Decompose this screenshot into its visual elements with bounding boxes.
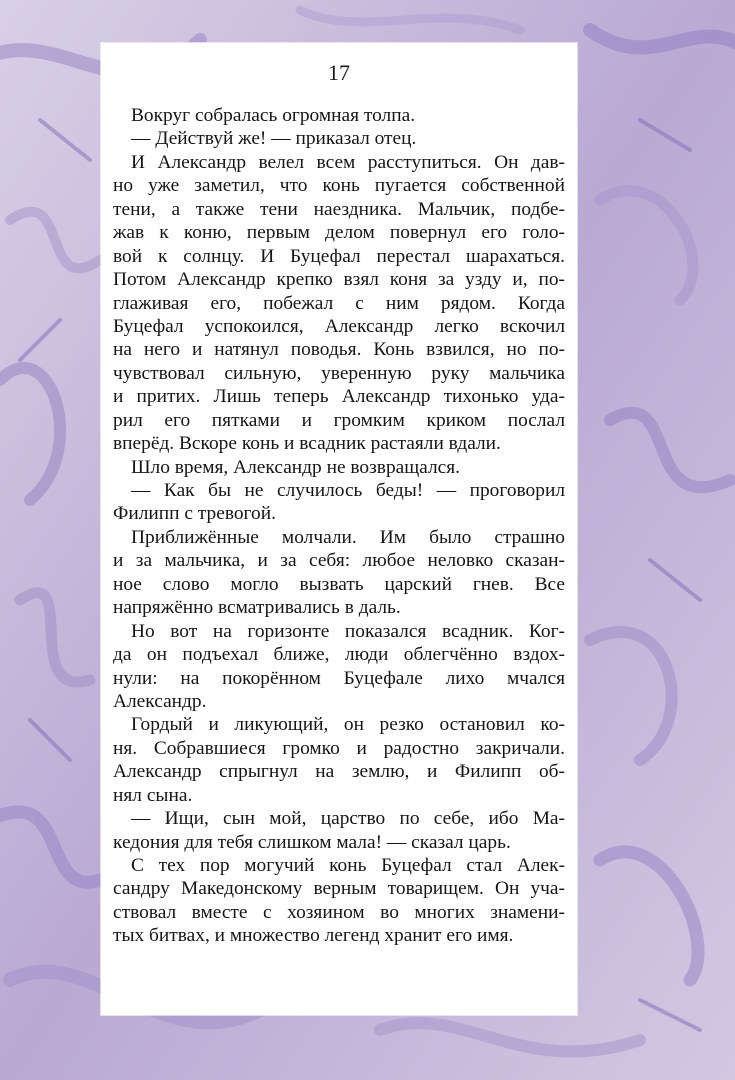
text-line: Александр спрыгнул на землю, и Филипп об- [113,761,565,783]
page-number: 17 [328,60,350,85]
text-line: напряжённо всматривались в даль. [113,597,401,619]
paragraph [113,807,565,854]
text-line: тых битвах, и множество легенд хранит его имя. [113,925,514,947]
paragraph [113,854,565,948]
paragraph [113,713,565,807]
paragraph [113,479,565,526]
text-line: — Как бы не случилось беды! — проговорил [131,480,565,501]
text-line: на него и натянул поводья. Конь взвился, но по- [113,339,565,361]
paragraph [113,127,565,150]
text-line: Филипп с тревогой. [113,503,276,525]
paragraph [113,151,565,456]
text-line: Но вот на горизонте показался всадник. Ког- [131,620,565,642]
text-line: Александр. [113,690,207,712]
text-line: — Действуй же! — приказал отец. [131,128,417,150]
text-line: Вокруг собралась огромная толпа. [131,105,416,126]
story-text [113,104,565,948]
text-line: кедония для тебя слишком мала! — сказал царь. [113,831,511,853]
text-line: — Ищи, сын мой, царство по себе, ибо Ма- [131,808,565,830]
text-line: Шло время, Александр не возвращался. [131,456,461,478]
text-line: И Александр велел всем расступиться. Он дав- [131,151,565,173]
text-line: Гордый и ликующий, он резко остановил ко- [131,714,565,736]
text-line: сандру Македонскому верным товарищем. Он уча- [113,878,565,900]
text-line: С тех пор могучий конь Буцефал стал Алек- [131,855,565,876]
text-line: глаживая его, побежал с ним рядом. Когда [113,292,565,314]
text-line: да он подъехал ближе, люди облегчённо вздох- [113,644,565,666]
text-line: тени, а также тени наездника. Мальчик, подбе- [113,198,565,220]
text-line: Буцефал успокоился, Александр легко вскочил [113,315,565,337]
text-line: но уже заметил, что конь пугается собственной [113,175,565,197]
text-line: и за мальчика, и за себя: любое неловко сказан- [113,550,565,572]
paragraph [113,526,565,620]
text-line: Приближённые молчали. Им было страшно [131,526,565,548]
text-panel [101,43,577,1015]
text-line: вой к солнцу. И Буцефал перестал шарахаться. [113,245,565,267]
text-line: ное слово могло вызвать царский гнев. Все [113,573,565,595]
paragraph [113,104,565,127]
text-line: рил его пятками и громким криком послал [113,409,565,431]
text-line: ствовал вместе с хозяином во многих знамени- [113,901,565,923]
text-line: Потом Александр крепко взял коня за узду и, по- [113,269,565,291]
paragraph [113,620,565,714]
text-line: вперёд. Вскоре конь и всадник растаяли вдали. [113,433,501,455]
paragraph [113,456,565,479]
text-line: чувствовал сильную, уверенную руку мальчика [113,362,565,384]
text-line: жав к коню, первым делом повернул его голо- [113,222,565,244]
text-line: и притих. Лишь теперь Александр тихонько уда- [113,386,565,408]
text-line: ня. Собравшиеся громко и радостно закричали. [113,737,565,759]
text-line: нули: на покорённом Буцефале лихо мчался [113,667,565,689]
text-line: нял сына. [113,784,193,806]
